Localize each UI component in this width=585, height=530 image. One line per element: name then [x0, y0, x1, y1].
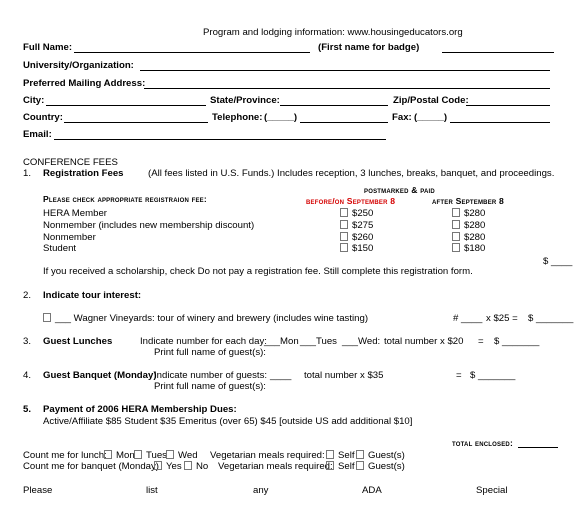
lunch-veg-guest-option[interactable]: Guest(s): [356, 450, 405, 461]
registration-fees-desc: (All fees listed in U.S. Funds.) Includes reception, 3 lunches, breaks, banquet, and proceedings.: [148, 168, 555, 179]
full-name-field[interactable]: [74, 52, 310, 53]
footer-word: any: [253, 485, 269, 496]
item5-number: 5.: [23, 404, 32, 415]
checkbox-icon: [340, 220, 348, 229]
address-field[interactable]: [144, 88, 550, 89]
fee-row-label: HERA Member: [43, 208, 107, 219]
guest-banquet-title: Guest Banquet (Monday): [43, 370, 157, 381]
banquet-indicate-label: Indicate number of guests:: [154, 370, 268, 381]
checkbox-icon: [356, 461, 364, 470]
university-field[interactable]: [140, 70, 550, 71]
email-label: Email:: [23, 129, 52, 140]
lunch-guest-names-label: Print full name of guest(s):: [154, 347, 266, 358]
checkbox-icon: [154, 461, 162, 470]
fee-before-option[interactable]: $260: [340, 232, 373, 243]
fee-before-option[interactable]: $250: [340, 208, 373, 219]
badge-name-field[interactable]: [442, 52, 554, 53]
fee-after-option[interactable]: $180: [452, 243, 485, 254]
checkbox-icon: [340, 232, 348, 241]
item4-number: 4.: [23, 370, 32, 381]
lunch-total[interactable]: $ _______: [494, 336, 540, 347]
fee-row-label: Nonmember (includes new membership discount): [43, 220, 255, 231]
lunch-mon-option[interactable]: Mon: [104, 450, 135, 461]
footer-word: list: [146, 485, 158, 496]
state-field[interactable]: [280, 105, 388, 106]
before-sept8-header: before/on September 8: [306, 196, 396, 206]
fax-label: Fax:: [392, 112, 412, 123]
country-label: Country:: [23, 112, 63, 123]
fee-before-option[interactable]: $275: [340, 220, 373, 231]
checkbox-icon: [43, 313, 51, 322]
lunch-total-text: total number x $20: [384, 336, 464, 347]
lunch-indicate-label: Indicate number for each day:: [140, 336, 267, 347]
tour-count[interactable]: # ____: [453, 313, 483, 324]
lunch-wed-field[interactable]: ___Wed:: [342, 336, 381, 347]
lunch-veg-label: Vegetarian meals required:: [210, 450, 325, 461]
lunch-tues-field[interactable]: ___Tues: [300, 336, 337, 347]
lunch-mon-field[interactable]: ___Mon: [264, 336, 299, 347]
wagner-tour-option[interactable]: ___ Wagner Vineyards: tour of winery and brewery (includes wine tasting): [43, 313, 368, 324]
fee-row-label: Student: [43, 243, 77, 254]
checkbox-icon: [184, 461, 192, 470]
lunch-veg-self-option[interactable]: Self: [326, 450, 355, 461]
fax-area-code: (_____): [414, 112, 448, 123]
telephone-area-code: (_____): [264, 112, 298, 123]
banquet-guest-names-label: Print full name of guest(s):: [154, 381, 266, 392]
footer-word: Special: [476, 485, 508, 496]
badge-name-label: (First name for badge): [318, 42, 420, 53]
banquet-total[interactable]: $ _______: [470, 370, 516, 381]
state-label: State/Province:: [210, 95, 280, 106]
total-enclosed-label: total enclosed:: [452, 438, 514, 448]
lunch-equals: =: [478, 336, 484, 347]
fee-row-label: Nonmember: [43, 232, 96, 243]
email-field[interactable]: [54, 139, 386, 140]
postmarked-label: postmarked & paid: [364, 185, 435, 195]
tour-interest-title: Indicate tour interest:: [43, 290, 142, 301]
checkbox-icon: [104, 450, 112, 459]
lunch-count-label: Count me for lunch:: [23, 450, 107, 461]
please-check-label: Please check appropriate registraion fee:: [43, 194, 207, 204]
tour-price: x $25 =: [486, 313, 518, 324]
checkbox-icon: [452, 220, 460, 229]
checkbox-icon: [340, 243, 348, 252]
banquet-no-option[interactable]: No: [184, 461, 208, 472]
banquet-total-text: total number x $35: [304, 370, 384, 381]
total-enclosed-field[interactable]: [518, 447, 558, 448]
checkbox-icon: [326, 450, 334, 459]
item1-number: 1.: [23, 168, 32, 179]
country-field[interactable]: [64, 122, 208, 123]
city-field[interactable]: [46, 105, 206, 106]
program-info: Program and lodging information: www.housingeducators.org: [203, 27, 463, 38]
guest-lunches-title: Guest Lunches: [43, 336, 113, 347]
lunch-tues-option[interactable]: Tues: [134, 450, 167, 461]
footer-word: Please: [23, 485, 53, 496]
checkbox-icon: [452, 208, 460, 217]
banquet-count-label: Count me for banquet (Monday): [23, 461, 159, 472]
registration-fees-title: Registration Fees: [43, 168, 124, 179]
banquet-veg-guest-option[interactable]: Guest(s): [356, 461, 405, 472]
after-sept8-header: after September 8: [432, 196, 505, 206]
membership-options: Active/Affiliate $85 Student $35 Emeritus (over 65) $45 [outside US add additional $10]: [43, 416, 413, 427]
scholarship-note: If you received a scholarship, check Do not pay a registration fee. Still complete this registration form.: [43, 266, 473, 277]
fee-after-option[interactable]: $280: [452, 232, 485, 243]
telephone-field[interactable]: [300, 122, 388, 123]
checkbox-icon: [134, 450, 142, 459]
banquet-equals: =: [456, 370, 462, 381]
footer-word: ADA: [362, 485, 382, 496]
banquet-veg-self-option[interactable]: Self: [326, 461, 355, 472]
banquet-veg-label: Vegetarian meals required:: [218, 461, 333, 472]
university-label: University/Organization:: [23, 60, 134, 71]
zip-label: Zip/Postal Code:: [393, 95, 469, 106]
telephone-label: Telephone:: [212, 112, 263, 123]
checkbox-icon: [356, 450, 364, 459]
zip-field[interactable]: [466, 105, 550, 106]
fee-after-option[interactable]: $280: [452, 208, 485, 219]
fee-before-option[interactable]: $150: [340, 243, 373, 254]
fax-field[interactable]: [450, 122, 550, 123]
full-name-label: Full Name:: [23, 42, 73, 53]
membership-dues-title: Payment of 2006 HERA Membership Dues:: [43, 404, 237, 415]
checkbox-icon: [326, 461, 334, 470]
item3-number: 3.: [23, 336, 32, 347]
conference-fees-heading: CONFERENCE FEES: [23, 157, 118, 168]
item2-number: 2.: [23, 290, 32, 301]
checkbox-icon: [452, 243, 460, 252]
fee-after-option[interactable]: $280: [452, 220, 485, 231]
registration-total[interactable]: $ ____: [543, 256, 573, 267]
checkbox-icon: [166, 450, 174, 459]
checkbox-icon: [452, 232, 460, 241]
lunch-wed-option[interactable]: Wed: [166, 450, 198, 461]
checkbox-icon: [340, 208, 348, 217]
tour-total[interactable]: $ _______: [528, 313, 574, 324]
city-label: City:: [23, 95, 45, 106]
address-label: Preferred Mailing Address:: [23, 78, 146, 89]
banquet-yes-option[interactable]: Yes: [154, 461, 182, 472]
banquet-count-field[interactable]: ____: [270, 370, 292, 381]
